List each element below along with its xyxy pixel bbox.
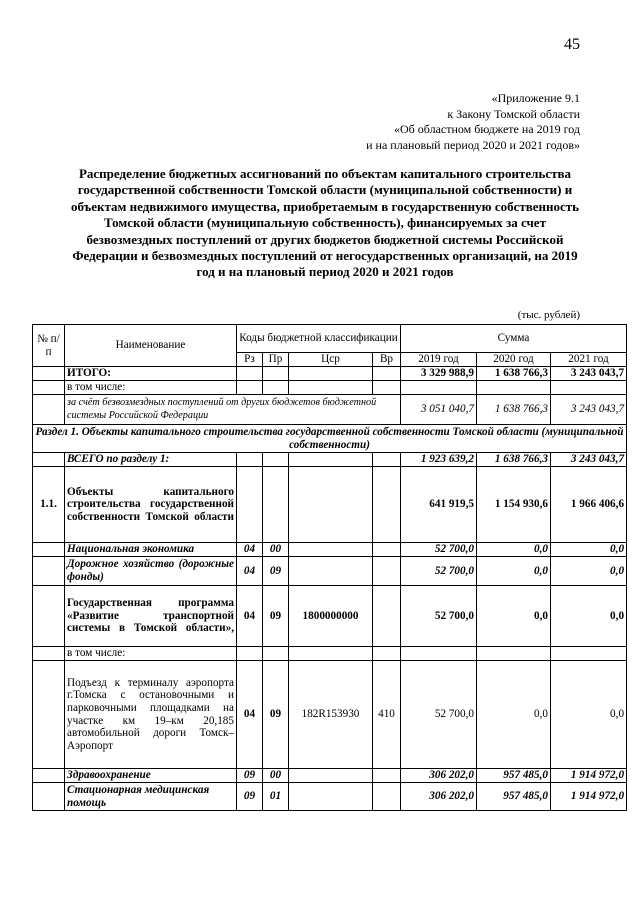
value-2021: 1 914 972,0 <box>551 783 627 811</box>
code-vr: 410 <box>373 661 401 769</box>
value-2019: 306 202,0 <box>401 783 477 811</box>
value-2019: 52 700,0 <box>401 586 477 647</box>
code-rz: 04 <box>237 586 263 647</box>
value-2020: 1 638 766,3 <box>477 395 551 425</box>
code-pr: 09 <box>263 586 289 647</box>
code-csr: 1800000000 <box>289 586 373 647</box>
header-pr: Пр <box>263 353 289 367</box>
value-2019: 3 329 988,9 <box>401 367 477 381</box>
row-name: в том числе: <box>65 381 237 395</box>
budget-table <box>32 324 627 811</box>
table-row-access-road <box>33 661 627 769</box>
value-2020: 1 154 930,6 <box>477 467 551 543</box>
code-pr: 00 <box>263 543 289 557</box>
code-rz: 09 <box>237 783 263 811</box>
code-pr: 01 <box>263 783 289 811</box>
value-2020: 957 485,0 <box>477 783 551 811</box>
table-row-national-economy <box>33 543 627 557</box>
code-pr: 00 <box>263 769 289 783</box>
table-row-gov-program <box>33 586 627 647</box>
code-csr: 182R153930 <box>289 661 373 769</box>
table-row-including-2 <box>33 647 627 661</box>
value-2021: 1 914 972,0 <box>551 769 627 783</box>
row-name: Национальная экономика <box>65 543 237 557</box>
page-number: 45 <box>564 36 580 53</box>
value-2019: 641 919,5 <box>401 467 477 543</box>
row-name: Государственная программа «Развитие транспортной системы в Томской области», <box>65 586 237 647</box>
header-num: № п/п <box>33 325 65 367</box>
header-2020: 2020 год <box>477 353 551 367</box>
header-row <box>33 325 627 353</box>
table-row-objects <box>33 467 627 543</box>
row-name: за счёт безвозмездных поступлений от других бюджетов бюджетной системы Российской Федерации <box>65 395 401 425</box>
value-2020: 1 638 766,3 <box>477 367 551 381</box>
value-2021: 0,0 <box>551 557 627 586</box>
header-rz: Рз <box>237 353 263 367</box>
value-2020: 0,0 <box>477 586 551 647</box>
value-2021: 0,0 <box>551 543 627 557</box>
document-title: Распределение бюджетных ассигнований по объектам капитального строительства государственной собственности Томской области (муниципальной собственности) и объектам недвижимого имущества, приобретаемым в государственную собственность Томской области (муниципальную собственность), финансируемых за счет безвозмездных поступлений от других бюджетов бюджетной системы Российской Федерации и безвозмездных поступлений от негосударственных организаций, на 2019 год и на плановый период 2020 и 2021 годов <box>70 166 580 280</box>
row-name: ИТОГО: <box>65 367 237 381</box>
value-2021: 3 243 043,7 <box>551 453 627 467</box>
value-2020: 1 638 766,3 <box>477 453 551 467</box>
code-pr: 09 <box>263 557 289 586</box>
row-name: в том числе: <box>65 647 237 661</box>
value-2021: 3 243 043,7 <box>551 367 627 381</box>
row-name: Дорожное хозяйство (дорожные фонды) <box>65 557 237 586</box>
header-codes: Коды бюджетной классификации <box>237 325 401 353</box>
table-row-road-economy <box>33 557 627 586</box>
appendix-line: и на плановый период 2020 и 2021 годов» <box>366 137 580 152</box>
value-2019: 52 700,0 <box>401 557 477 586</box>
appendix-line: «Приложение 9.1 <box>491 91 580 105</box>
table-row-including <box>33 381 627 395</box>
value-2020: 0,0 <box>477 543 551 557</box>
value-2019: 3 051 040,7 <box>401 395 477 425</box>
row-name: Подъезд к терминалу аэропорта г.Томска с остановочными и парковочными площадками на участке км 19–км 20,185 автомобильной дороги Томск–Аэропорт <box>65 661 237 769</box>
code-pr: 09 <box>263 661 289 769</box>
table-row-gratuitous <box>33 395 627 425</box>
value-2019: 52 700,0 <box>401 543 477 557</box>
header-2021: 2021 год <box>551 353 627 367</box>
code-rz: 04 <box>237 661 263 769</box>
appendix-header <box>280 91 580 153</box>
section-title: Раздел 1. Объекты капитального строительства государственной собственности Томской области (муниципальной собственности) <box>33 425 627 453</box>
row-name: Объекты капитального строительства государственной собственности Томской области <box>65 467 237 543</box>
header-sum: Сумма <box>401 325 627 353</box>
appendix-line: к Закону Томской области <box>447 106 580 121</box>
value-2019: 1 923 639,2 <box>401 453 477 467</box>
code-rz: 04 <box>237 557 263 586</box>
value-2019: 306 202,0 <box>401 769 477 783</box>
row-name: ВСЕГО по разделу 1: <box>65 453 237 467</box>
table-row-inpatient <box>33 783 627 811</box>
row-number: 1.1. <box>33 467 65 543</box>
row-name: Стационарная медицинская помощь <box>65 783 237 811</box>
table-row-healthcare <box>33 769 627 783</box>
code-rz: 09 <box>237 769 263 783</box>
value-2020: 0,0 <box>477 557 551 586</box>
value-2020: 0,0 <box>477 661 551 769</box>
value-2021: 0,0 <box>551 586 627 647</box>
value-2021: 0,0 <box>551 661 627 769</box>
header-csr: Цср <box>289 353 373 367</box>
value-2019: 52 700,0 <box>401 661 477 769</box>
row-name: Здравоохранение <box>65 769 237 783</box>
table-row-section-1 <box>33 425 627 453</box>
value-2021: 3 243 043,7 <box>551 395 627 425</box>
table-row-section-total <box>33 453 627 467</box>
table-row-total <box>33 367 627 381</box>
header-2019: 2019 год <box>401 353 477 367</box>
header-name: Наименование <box>65 325 237 367</box>
header-vr: Вр <box>373 353 401 367</box>
code-rz: 04 <box>237 543 263 557</box>
value-2021: 1 966 406,6 <box>551 467 627 543</box>
units-label: (тыс. рублей) <box>517 309 580 321</box>
appendix-line: «Об областном бюджете на 2019 год <box>394 122 580 136</box>
value-2020: 957 485,0 <box>477 769 551 783</box>
